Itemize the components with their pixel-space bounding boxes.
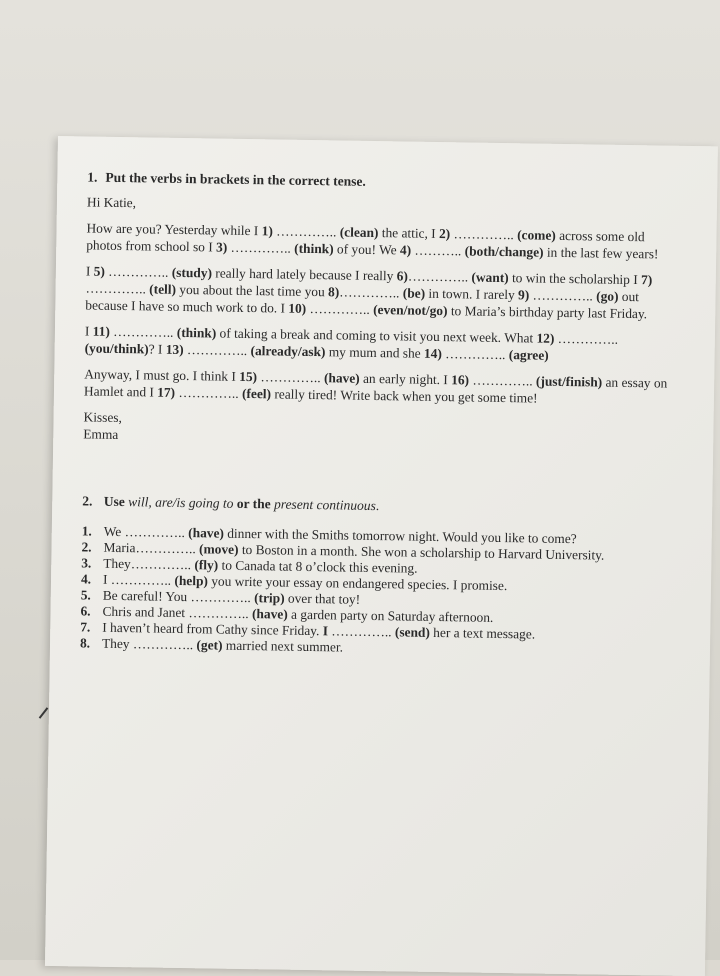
text-run: really tired! Write back when you get some time! — [270, 386, 538, 406]
exercise-1-title: Put the verbs in brackets in the correct tense. — [105, 169, 366, 189]
bold-text: (even/not/go) — [373, 301, 448, 319]
bold-text: 15) — [239, 368, 258, 385]
bold-text: 12) — [536, 330, 555, 346]
bold-text: (fly) — [194, 557, 219, 573]
item-number: 3. — [81, 555, 92, 571]
letter-paragraph — [86, 219, 676, 262]
text-run: We ………….. — [103, 523, 189, 541]
bold-text: (be) — [402, 285, 426, 301]
text-run: her a text message. — [429, 624, 536, 642]
bold-text: (think) — [176, 324, 217, 341]
text-run: Anyway, I must go. I think I — [84, 366, 240, 384]
exercise-2-title-part: Use — [103, 493, 129, 510]
text-run: Maria………….. — [103, 539, 200, 557]
letter-paragraph — [85, 262, 676, 322]
text-run: in the last few years! — [543, 244, 659, 262]
exercise-2-number: 2. — [82, 493, 93, 509]
bold-text: (trip) — [254, 590, 285, 606]
bold-text: 5) — [93, 263, 105, 279]
bold-text: 8) — [327, 284, 340, 300]
bold-text: (just/finish) — [535, 373, 603, 390]
text-run: to Maria’s birthday party last Friday. — [447, 303, 648, 322]
text-run: ………….. — [109, 323, 177, 340]
text-run: ………….. — [174, 384, 243, 401]
bold-text: 1) — [261, 223, 273, 239]
letter-closing: Kisses, — [83, 409, 123, 426]
text-run: of taking a break and coming to visit you next week. What — [216, 325, 537, 346]
text-run: They ………….. — [101, 635, 197, 653]
exercise-2-list — [80, 523, 672, 660]
text-run: ………….. — [85, 280, 150, 297]
bold-text: (think) — [294, 240, 334, 257]
text-run: really hard lately because I really — [211, 265, 397, 284]
text-run: the attic, I — [378, 225, 440, 241]
bold-text: 13) — [165, 341, 184, 357]
bold-text: (go) — [596, 288, 619, 304]
bold-text: 9) — [517, 287, 530, 303]
item-number: 8. — [79, 635, 91, 651]
text-run: Chris and Janet ………….. — [102, 603, 253, 622]
bold-text: 17) — [157, 384, 176, 400]
text-run: ………….. — [554, 330, 619, 347]
letter-greeting: Hi Katie, — [86, 194, 137, 211]
bold-text: (have) — [323, 370, 360, 386]
bold-text: 3) — [215, 239, 228, 255]
bold-text: I — [322, 623, 329, 639]
item-number: 6. — [80, 603, 91, 619]
text-run: ………….. — [327, 623, 396, 640]
bold-text: 14) — [423, 345, 442, 362]
bold-text: 11) — [92, 323, 110, 339]
letter-body — [84, 219, 677, 408]
text-run: out because I have so much work to do. I — [85, 288, 640, 316]
bold-text: (feel) — [241, 385, 272, 402]
bold-text: 10) — [288, 300, 307, 316]
item-number: 1. — [81, 523, 92, 539]
bold-text: (already/ask) — [250, 343, 326, 360]
bold-text: (have) — [251, 606, 288, 622]
exercise-2-title-part: present continuous — [273, 496, 376, 514]
bold-text: (help) — [174, 572, 209, 589]
text-run: I haven’t heard from Cathy since Friday. — [102, 619, 323, 639]
item-number: 2. — [81, 539, 92, 555]
text-run: dinner with the Smiths tomorrow night. Would you like to come? — [223, 525, 577, 547]
text-run: I — [84, 323, 93, 339]
bold-text: 2) — [438, 225, 451, 242]
text-run: ………….. — [407, 268, 472, 285]
item-number: 4. — [80, 571, 92, 587]
item-number: 5. — [80, 587, 91, 603]
text-run: ………….. — [256, 369, 325, 386]
bold-text: (come) — [517, 227, 556, 243]
bold-text: 7) — [640, 272, 653, 288]
letter-signature: Emma — [83, 426, 119, 442]
bold-text: (study) — [171, 264, 213, 281]
text-run: ………….. — [306, 300, 374, 317]
worksheet-paper — [45, 136, 718, 976]
exercise-2-heading — [82, 492, 672, 518]
bold-text: (want) — [471, 269, 509, 286]
exercise-1 — [83, 168, 677, 451]
text-run: ? I — [148, 341, 166, 357]
text-run: ………….. — [450, 226, 518, 243]
text-run: to win the scholarship I — [508, 270, 642, 288]
text-run: Be careful! You ………….. — [102, 587, 255, 606]
bold-text: (tell) — [149, 281, 177, 297]
exercise-2-title-part: will, are/is going to — [128, 494, 234, 511]
text-run: an early night. I — [359, 370, 452, 388]
item-number: 7. — [80, 619, 91, 635]
bold-text: 4) — [399, 242, 412, 258]
bold-text: (move) — [199, 541, 239, 557]
text-run: you write your essay on endangered species. I promise. — [207, 573, 508, 594]
bold-text: (send) — [394, 624, 431, 640]
item-text — [102, 636, 343, 656]
text-run: over that toy! — [284, 590, 361, 607]
bold-text: (agree) — [508, 347, 549, 363]
text-run: across some old photos from school so I — [86, 227, 645, 255]
letter-paragraph — [84, 365, 674, 408]
bold-text: 16) — [451, 372, 470, 388]
text-run: ………….. — [227, 239, 295, 256]
text-run: They………….. — [103, 555, 195, 573]
text-run: ………….. — [441, 346, 509, 363]
text-run: in town. I rarely — [425, 285, 519, 303]
exercise-2-title-part: or the — [233, 495, 275, 512]
text-run: ………….. — [104, 263, 172, 280]
bold-text: (clean) — [339, 224, 379, 241]
worksheet-content — [50, 136, 718, 661]
letter-paragraph — [85, 322, 675, 365]
text-run: ……….. — [411, 242, 465, 259]
text-run: I — [85, 263, 94, 279]
bold-text: (you/think) — [84, 340, 149, 357]
text-run: to Canada tat 8 o’clock this evening. — [218, 557, 418, 576]
text-run: to Boston in a month. She won a scholarship to Harvard University. — [238, 541, 605, 563]
bold-text: (have) — [188, 525, 225, 541]
bold-text: 6) — [396, 268, 409, 284]
bold-text: (both/change) — [464, 243, 544, 260]
bold-text: (get) — [196, 637, 223, 653]
text-run: How are you? Yesterday while I — [86, 220, 262, 239]
text-run: ………….. — [529, 287, 597, 304]
exercise-2 — [80, 492, 672, 660]
exercise-2-title-part: . — [375, 498, 380, 514]
text-run: ………….. — [272, 223, 340, 240]
text-run: ………….. — [339, 284, 403, 301]
text-run: ………….. — [183, 342, 251, 359]
text-run: my mum and she — [325, 344, 425, 361]
text-run: ………….. — [468, 372, 537, 389]
exercise-1-number: 1. — [87, 169, 98, 185]
text-run: married next summer. — [222, 637, 344, 655]
exercise-1-heading — [87, 168, 677, 194]
text-run: you about the last time you — [175, 281, 329, 300]
text-run: of you! We — [333, 241, 401, 258]
text-run: an essay on Hamlet and I — [83, 374, 668, 400]
text-run: I ………….. — [102, 571, 175, 588]
text-run: a garden party on Saturday afternoon. — [287, 606, 494, 625]
